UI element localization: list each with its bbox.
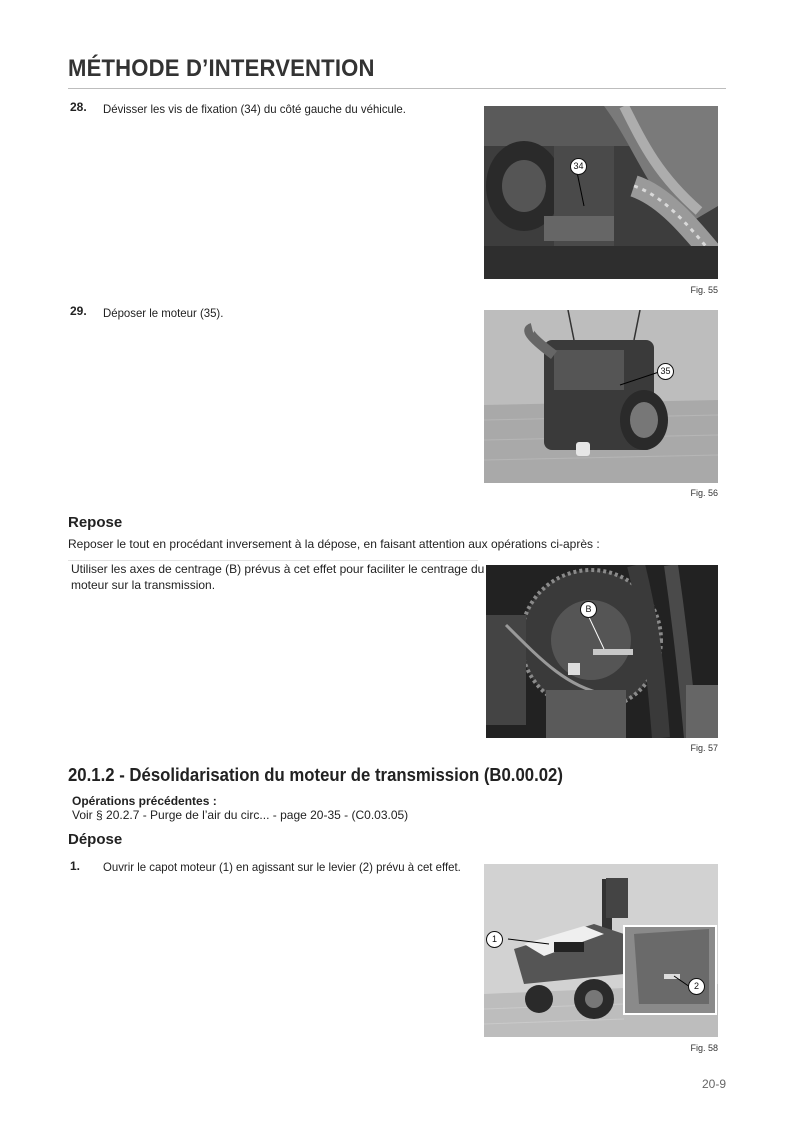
callout-34: 34 — [570, 158, 587, 175]
figure-55-image — [484, 106, 718, 279]
previous-operations-link[interactable]: Voir § 20.2.7 - Purge de l’air du circ... - page 20-35 - (C0.03.05) — [72, 808, 409, 822]
repose-intro: Reposer le tout en procédant inversement à la dépose, en faisant attention aux opérations ci-après : — [68, 537, 600, 551]
repose-heading: Repose — [68, 514, 123, 531]
step-number: 29. — [70, 304, 87, 318]
figure-caption: Fig. 55 — [690, 285, 718, 295]
step-text: Dévisser les vis de fixation (34) du côté gauche du véhicule. — [103, 102, 406, 116]
figure-58-image — [484, 864, 718, 1037]
callout-b: B — [580, 601, 597, 618]
figure-caption: Fig. 57 — [690, 743, 718, 753]
title-divider — [68, 88, 726, 89]
callout-2: 2 — [688, 978, 705, 995]
step-text: Déposer le moteur (35). — [103, 306, 224, 320]
step-text: Ouvrir le capot moteur (1) en agissant sur le levier (2) prévu à cet effet. — [103, 860, 461, 874]
figure-caption: Fig. 58 — [690, 1043, 718, 1053]
figure-56-image — [484, 310, 718, 483]
step-number: 1. — [70, 859, 81, 873]
depose-heading: Dépose — [68, 831, 123, 848]
section-heading: 20.1.2 - Désolidarisation du moteur de transmission (B0.00.02) — [68, 765, 563, 785]
page-title: MÉTHODE D’INTERVENTION — [68, 55, 375, 82]
previous-operations-label: Opérations précédentes : — [72, 794, 217, 808]
figure-caption: Fig. 56 — [690, 488, 718, 498]
page-number: 20-9 — [702, 1077, 727, 1091]
figure-57-image — [486, 565, 718, 738]
callout-35: 35 — [657, 363, 674, 380]
repose-note-line: moteur sur la transmission. — [71, 578, 216, 592]
step-number: 28. — [70, 100, 87, 114]
repose-note-line: Utiliser les axes de centrage (B) prévus à cet effet pour faciliter le centrage du — [71, 562, 485, 576]
repose-note — [68, 560, 485, 601]
callout-1: 1 — [486, 931, 503, 948]
